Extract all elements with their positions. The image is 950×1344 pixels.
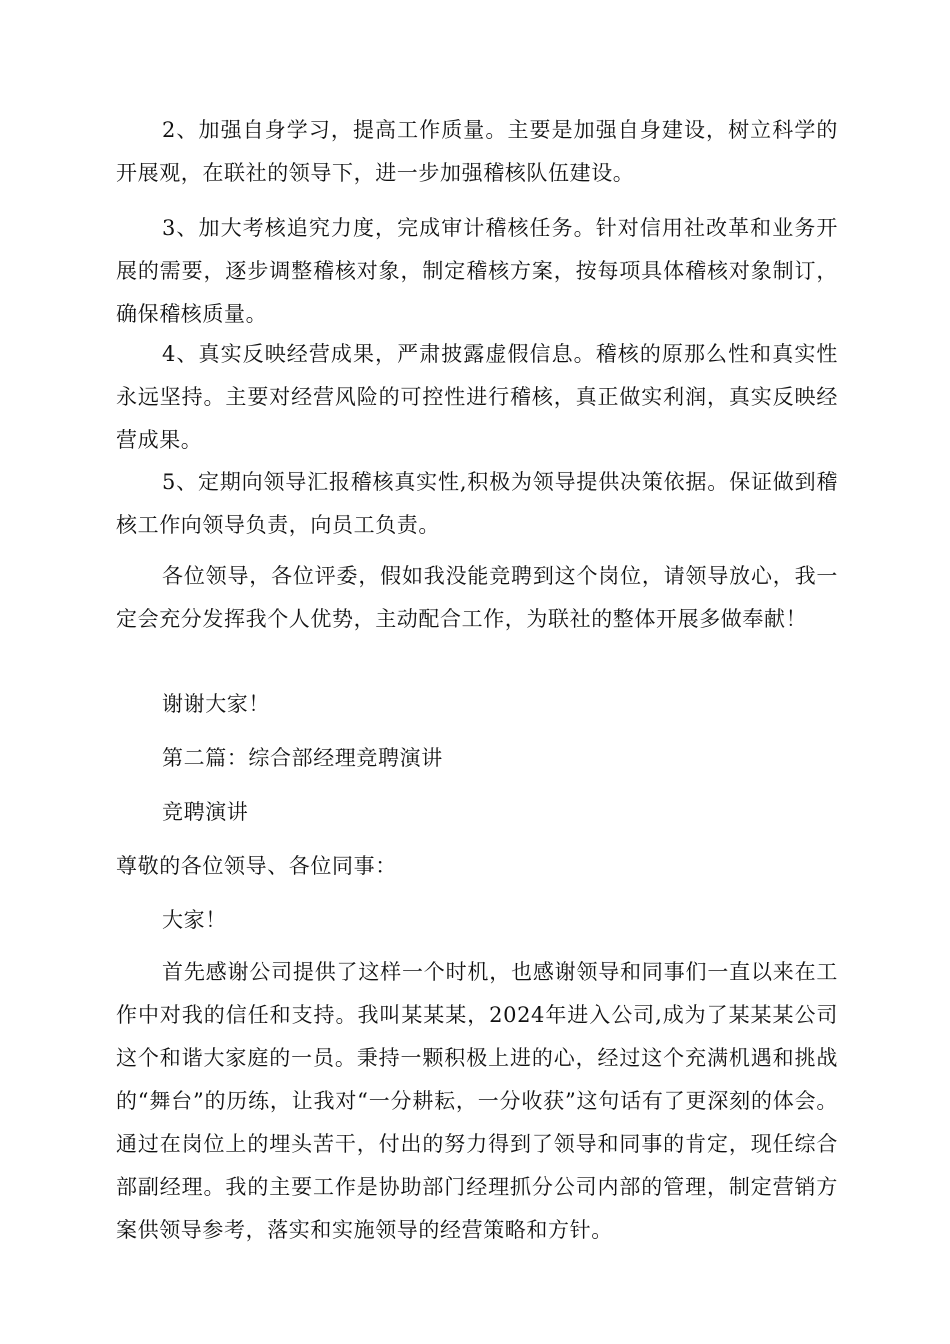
paragraph-closing-remarks: 各位领导，各位评委，假如我没能竞聘到这个岗位，请领导放心，我一定会充分发挥我个人优势，主动配合工作，为联社的整体开展多做奉献！	[116, 564, 838, 631]
paragraph-audit-tasks: 3、加大考核追究力度，完成审计稽核任务。针对信用社改革和业务开展的需要，逐步调整稽核对象，制定稽核方案，按每项具体稽核对象制订，确保稽核质量。	[116, 216, 838, 326]
paragraph-true-results: 4、真实反映经营成果，严肃披露虚假信息。稽核的原那么性和真实性永远坚持。主要对经营风险的可控性进行稽核，真正做实利润，真实反映经营成果。	[116, 342, 838, 452]
salutation: 尊敬的各位领导、各位同事：	[116, 854, 397, 878]
paragraph-thanks: 谢谢大家！	[162, 692, 270, 716]
greeting: 大家！	[162, 908, 227, 932]
paragraph-introduction: 首先感谢公司提供了这样一个时机，也感谢领导和同事们一直以来在工作中对我的信任和支持。我叫某某某，2024年进入公司,成为了某某某公司这个和谐大家庭的一员。秉持一颗积极上进的心，经过这个充满机遇和挑战的“舞台”的历练，让我对“一分耕耘，一分收获”这句话有了更深刻的体会。通过在岗位上的埋头苦干，付出的努力得到了领导和同事的肯定，现任综合部副经理。我的主要工作是协助部门经理抓分公司内部的管理，制定营销方案供领导参考，落实和实施领导的经营策略和方针。	[116, 960, 838, 1242]
section-heading-second-article: 第二篇：综合部经理竞聘演讲	[162, 746, 443, 770]
paragraph-self-study: 2、加强自身学习，提高工作质量。主要是加强自身建设，树立科学的开展观，在联社的领导下，进一步加强稽核队伍建设。	[116, 118, 838, 185]
speech-title: 竞聘演讲	[162, 800, 249, 824]
paragraph-report-leaders: 5、定期向领导汇报稽核真实性,积极为领导提供决策依据。保证做到稽核工作向领导负责，向员工负责。	[116, 470, 838, 537]
